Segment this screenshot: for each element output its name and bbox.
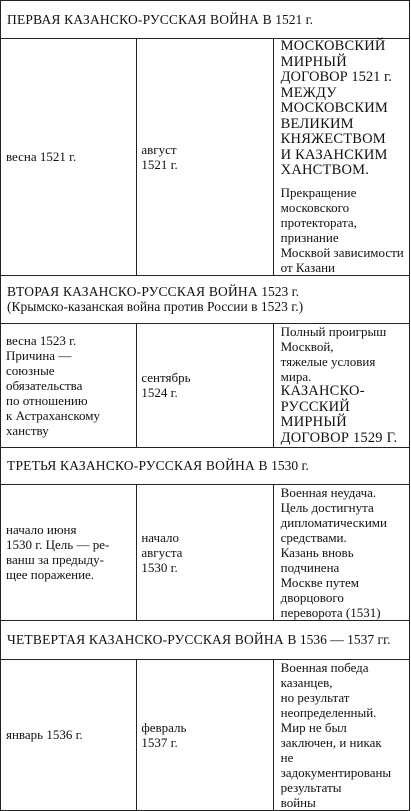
treaty-title: МИРНЫЙ ДОГОВОР 1529 Г. <box>280 414 398 446</box>
section-heading <box>1 447 410 484</box>
result-text: тяжелые условия мира. <box>280 354 376 384</box>
heading-year: 1536 — 1537 гг. <box>296 632 391 647</box>
result-cell <box>273 659 409 810</box>
result-cell <box>273 484 409 620</box>
start-cell <box>1 659 137 810</box>
result-text: Мир не был заключен, и никак <box>280 719 382 750</box>
result-text: от Казани <box>280 259 336 275</box>
heading-caps: ЧЕТВЕРТАЯ КАЗАНСКО-РУССКАЯ ВОЙНА В <box>7 632 297 647</box>
result-text: дипломатическими средствами. <box>280 514 387 545</box>
section-heading-row <box>1 275 410 323</box>
start-cell <box>1 39 137 276</box>
section-subheading: (Крымско-казанская война против России в 1523 г.) <box>7 299 304 314</box>
section-heading <box>1 620 410 659</box>
end-text: 1537 г. <box>141 734 178 750</box>
start-cell <box>1 323 137 447</box>
end-text: август <box>141 141 177 157</box>
end-text: августа <box>141 544 183 560</box>
result-text: Военная победа казанцев, <box>280 659 369 690</box>
end-text: 1530 г. <box>141 559 178 575</box>
end-text: 1524 г. <box>141 385 178 400</box>
end-cell <box>137 484 273 620</box>
section-body-row <box>1 323 410 447</box>
heading-year: 1530 г. <box>267 458 309 473</box>
section-heading-row <box>1 447 410 484</box>
end-text: февраль <box>141 719 187 735</box>
start-text: ханству <box>6 422 49 438</box>
treaty-title: МОСКОВСКИЙ МИРНЫЙ <box>280 38 386 70</box>
treaty-title: МЕЖДУ МОСКОВСКИМ <box>280 84 389 116</box>
start-text: Причина — <box>6 347 72 363</box>
heading-year: 1523 г. <box>257 284 299 299</box>
section-body-row <box>1 484 410 620</box>
result-text: Москве путем дворцового <box>280 574 360 605</box>
result-text: не задокументированы результаты <box>280 749 392 795</box>
heading-caps: ТРЕТЬЯ КАЗАНСКО-РУССКАЯ ВОЙНА В <box>7 458 268 473</box>
treaty-title: ВЕЛИКИМ КНЯЖЕСТВОМ <box>280 115 386 147</box>
result-cell <box>273 39 409 276</box>
heading-year: 1521 г. <box>271 12 313 27</box>
start-text: начало июня <box>6 522 77 537</box>
result-text: Цель достигнута <box>280 499 374 515</box>
end-cell <box>137 39 273 276</box>
result-text: Полный проигрыш Москвой, <box>280 324 387 354</box>
treaty-title: КАЗАНСКО-РУССКИЙ <box>280 383 365 415</box>
section-body-row <box>1 659 410 810</box>
result-text: Прекращение московского <box>280 184 357 215</box>
result-text: протектората, признание <box>280 214 357 245</box>
result-text: переворота (1531) <box>280 604 381 620</box>
start-text: 1530 г. Цель — ре- <box>6 537 110 552</box>
start-text: ванш за предыду- <box>6 552 104 567</box>
heading-caps: ВТОРАЯ КАЗАНСКО-РУССКАЯ ВОЙНА <box>7 284 258 299</box>
result-text: Москвой зависимости <box>280 244 404 260</box>
start-text: по отношению <box>6 392 88 408</box>
start-text: к Астраханскому <box>6 407 100 423</box>
heading-caps: ПЕРВАЯ КАЗАНСКО-РУССКАЯ ВОЙНА В <box>7 12 272 27</box>
result-text: войны <box>280 794 316 810</box>
section-heading-row <box>1 1 410 39</box>
treaty-title: И КАЗАНСКИМ ХАНСТВОМ. <box>280 146 388 178</box>
end-text: начало <box>141 529 179 545</box>
result-cell <box>273 323 409 447</box>
start-text: щее поражение. <box>6 567 95 582</box>
end-cell <box>137 323 273 447</box>
result-text: Военная неудача. <box>280 484 377 500</box>
result-text: но результат неопределенный. <box>280 689 377 720</box>
start-text: январь 1536 г. <box>6 727 83 742</box>
start-text: весна 1521 г. <box>6 149 77 165</box>
start-text: союзные <box>6 362 55 378</box>
start-text: обязательства <box>6 377 83 393</box>
treaty-title: ДОГОВОР 1521 г. <box>280 69 392 85</box>
section-heading <box>1 1 410 39</box>
section-body-row <box>1 39 410 276</box>
section-heading-row <box>1 620 410 659</box>
end-cell <box>137 659 273 810</box>
section-heading <box>1 275 410 323</box>
start-text: весна 1523 г. <box>6 332 77 348</box>
start-cell <box>1 484 137 620</box>
end-text: сентябрь <box>141 370 191 385</box>
result-text: Казань вновь подчинена <box>280 544 354 575</box>
end-text: 1521 г. <box>141 156 178 172</box>
